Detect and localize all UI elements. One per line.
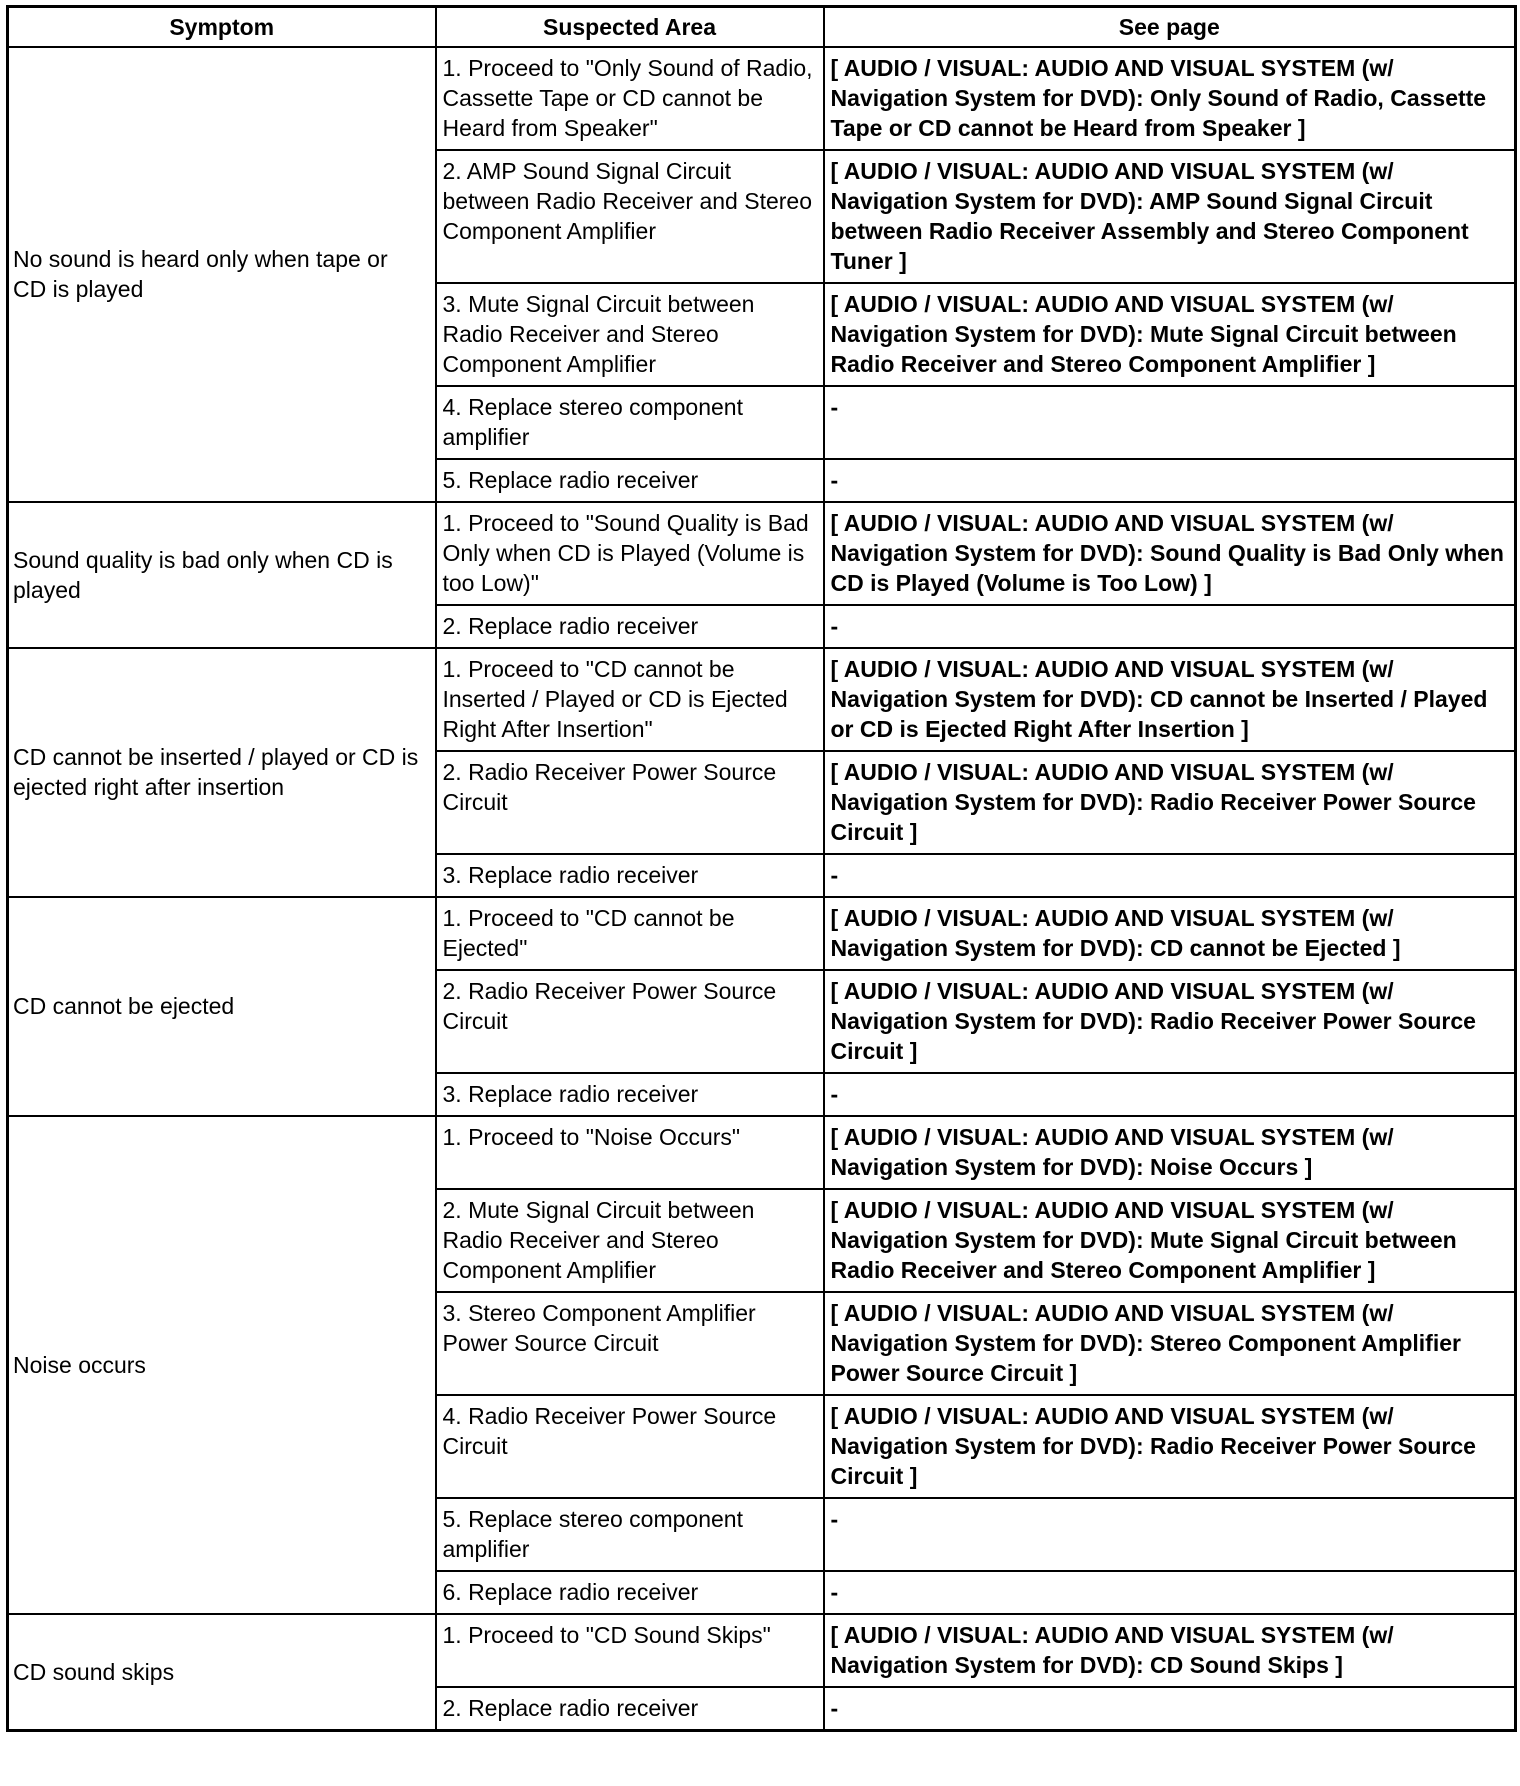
suspected-area-cell: 2. Radio Receiver Power Source Circuit [436,970,824,1073]
suspected-area-cell: 2. AMP Sound Signal Circuit between Radio Receiver and Stereo Component Amplifier [436,150,824,283]
suspected-area-cell: 5. Replace radio receiver [436,459,824,502]
symptom-cell: CD cannot be inserted / played or CD is ejected right after insertion [8,648,436,897]
see-page-cell[interactable]: [ AUDIO / VISUAL: AUDIO AND VISUAL SYSTEM (w/ Navigation System for DVD): AMP Sound Signal Circuit between Radio Receiver Assembly and Stereo Component Tuner ] [824,150,1516,283]
suspected-area-cell: 3. Replace radio receiver [436,1073,824,1116]
suspected-area-cell: 1. Proceed to "CD Sound Skips" [436,1614,824,1687]
symptom-cell: Sound quality is bad only when CD is played [8,502,436,648]
table-row [8,897,1516,970]
suspected-area-cell: 1. Proceed to "Only Sound of Radio, Cassette Tape or CD cannot be Heard from Speaker" [436,47,824,150]
table-row [8,1116,1516,1189]
see-page-cell[interactable]: [ AUDIO / VISUAL: AUDIO AND VISUAL SYSTEM (w/ Navigation System for DVD): Sound Quality is Bad Only when CD is Played (Volume is Too Low) ] [824,502,1516,605]
see-page-cell: - [824,386,1516,459]
table-row [8,502,1516,605]
suspected-area-cell: 2. Replace radio receiver [436,1687,824,1731]
suspected-area-cell: 4. Replace stereo component amplifier [436,386,824,459]
troubleshooting-sheet [6,5,1514,1732]
header-symptom: Symptom [8,7,436,48]
see-page-cell[interactable]: [ AUDIO / VISUAL: AUDIO AND VISUAL SYSTEM (w/ Navigation System for DVD): Stereo Component Amplifier Power Source Circuit ] [824,1292,1516,1395]
table-row [8,47,1516,150]
suspected-area-cell: 1. Proceed to "CD cannot be Ejected" [436,897,824,970]
table-row [8,648,1516,751]
suspected-area-cell: 6. Replace radio receiver [436,1571,824,1614]
symptom-table [6,5,1517,1732]
suspected-area-cell: 3. Mute Signal Circuit between Radio Receiver and Stereo Component Amplifier [436,283,824,386]
see-page-cell: - [824,1571,1516,1614]
see-page-cell[interactable]: [ AUDIO / VISUAL: AUDIO AND VISUAL SYSTEM (w/ Navigation System for DVD): CD cannot be Inserted / Played or CD is Ejected Right After Insertion ] [824,648,1516,751]
symptom-cell: CD cannot be ejected [8,897,436,1116]
see-page-cell[interactable]: [ AUDIO / VISUAL: AUDIO AND VISUAL SYSTEM (w/ Navigation System for DVD): Mute Signal Circuit between Radio Receiver and Stereo Component Amplifier ] [824,1189,1516,1292]
symptom-cell: Noise occurs [8,1116,436,1614]
see-page-cell: - [824,854,1516,897]
suspected-area-cell: 1. Proceed to "Noise Occurs" [436,1116,824,1189]
see-page-cell: - [824,1498,1516,1571]
see-page-cell[interactable]: [ AUDIO / VISUAL: AUDIO AND VISUAL SYSTEM (w/ Navigation System for DVD): Mute Signal Circuit between Radio Receiver and Stereo Component Amplifier ] [824,283,1516,386]
see-page-cell[interactable]: [ AUDIO / VISUAL: AUDIO AND VISUAL SYSTEM (w/ Navigation System for DVD): Only Sound of Radio, Cassette Tape or CD cannot be Heard from Speaker ] [824,47,1516,150]
suspected-area-cell: 2. Radio Receiver Power Source Circuit [436,751,824,854]
see-page-cell: - [824,459,1516,502]
symptom-cell: No sound is heard only when tape or CD is played [8,47,436,502]
suspected-area-cell: 5. Replace stereo component amplifier [436,1498,824,1571]
table-row [8,1614,1516,1687]
see-page-cell: - [824,1073,1516,1116]
suspected-area-cell: 3. Stereo Component Amplifier Power Source Circuit [436,1292,824,1395]
see-page-cell[interactable]: [ AUDIO / VISUAL: AUDIO AND VISUAL SYSTEM (w/ Navigation System for DVD): Radio Receiver Power Source Circuit ] [824,1395,1516,1498]
header-see-page: See page [824,7,1516,48]
see-page-cell: - [824,1687,1516,1731]
suspected-area-cell: 4. Radio Receiver Power Source Circuit [436,1395,824,1498]
suspected-area-cell: 2. Mute Signal Circuit between Radio Receiver and Stereo Component Amplifier [436,1189,824,1292]
table-body [8,47,1516,1731]
see-page-cell[interactable]: [ AUDIO / VISUAL: AUDIO AND VISUAL SYSTEM (w/ Navigation System for DVD): CD cannot be Ejected ] [824,897,1516,970]
see-page-cell[interactable]: [ AUDIO / VISUAL: AUDIO AND VISUAL SYSTEM (w/ Navigation System for DVD): CD Sound Skips ] [824,1614,1516,1687]
see-page-cell[interactable]: [ AUDIO / VISUAL: AUDIO AND VISUAL SYSTEM (w/ Navigation System for DVD): Radio Receiver Power Source Circuit ] [824,970,1516,1073]
header-suspected-area: Suspected Area [436,7,824,48]
see-page-cell: - [824,605,1516,648]
suspected-area-cell: 1. Proceed to "Sound Quality is Bad Only when CD is Played (Volume is too Low)" [436,502,824,605]
see-page-cell[interactable]: [ AUDIO / VISUAL: AUDIO AND VISUAL SYSTEM (w/ Navigation System for DVD): Noise Occurs ] [824,1116,1516,1189]
see-page-cell[interactable]: [ AUDIO / VISUAL: AUDIO AND VISUAL SYSTEM (w/ Navigation System for DVD): Radio Receiver Power Source Circuit ] [824,751,1516,854]
suspected-area-cell: 2. Replace radio receiver [436,605,824,648]
header-row [8,7,1516,48]
suspected-area-cell: 3. Replace radio receiver [436,854,824,897]
symptom-cell: CD sound skips [8,1614,436,1731]
suspected-area-cell: 1. Proceed to "CD cannot be Inserted / Played or CD is Ejected Right After Insertion" [436,648,824,751]
